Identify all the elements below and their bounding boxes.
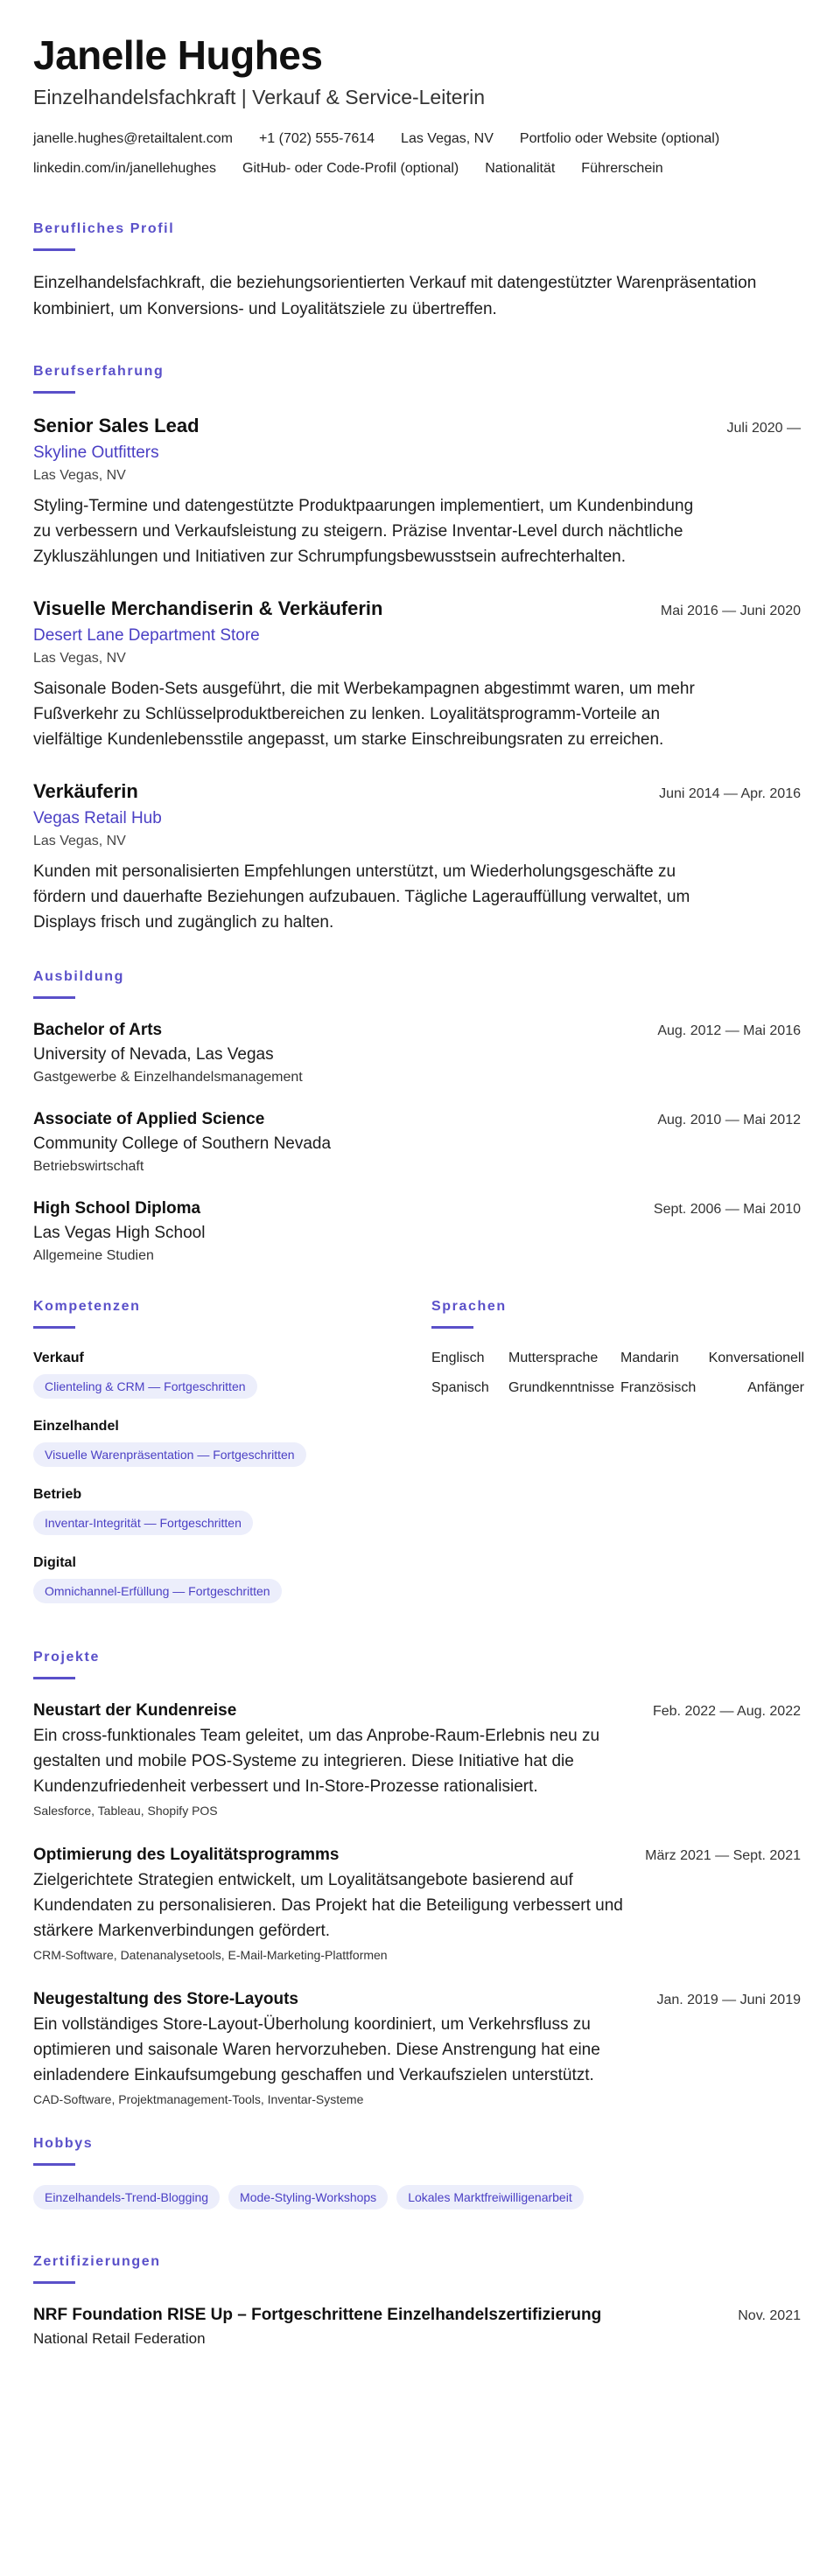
languages-section (431, 1296, 804, 1621)
section-divider (33, 1326, 75, 1329)
section-divider (33, 2281, 75, 2284)
skills-section (33, 1296, 431, 1621)
job-title: Verkäuferin (33, 780, 138, 802)
hobby-list (33, 2185, 801, 2209)
job-description: Kunden mit personalisierten Empfehlungen unterstützt, um Wiederholungsgeschäfte zu fördern und dauerhafte Beziehungen aufzubauen. Tägliche Lagerauffüllung verwaltet, um Displays frisch und zugänglich zu halten. (33, 862, 690, 932)
certification-issuer: National Retail Federation (33, 2330, 206, 2347)
linkedin-link[interactable]: linkedin.com/in/janellehughes (33, 161, 217, 176)
project-date: Feb. 2022 — Aug. 2022 (652, 1704, 801, 1719)
skills-languages-row (33, 1296, 804, 1621)
phone-text: +1 (702) 555-7614 (258, 131, 375, 146)
section-divider (431, 1326, 473, 1329)
language-level: Konversationell (708, 1351, 804, 1365)
section-title: Zertifizierungen (33, 2254, 161, 2269)
job-company: Vegas Retail Hub (33, 809, 162, 827)
job-title: Visuelle Merchandiserin & Verkäuferin (33, 597, 383, 619)
hobby-tag: Lokales Marktfreiwilligenarbeit (396, 2185, 584, 2209)
project-date: Jan. 2019 — Juni 2019 (656, 1993, 801, 2007)
skill-tag: Visuelle Warenpräsentation — Fortgeschritten (33, 1442, 306, 1467)
job-entry (33, 413, 801, 569)
section-divider (33, 2163, 75, 2166)
project-date: März 2021 — Sept. 2021 (645, 1848, 801, 1863)
experience-section (33, 361, 801, 935)
nationality-text: Nationalität (485, 161, 556, 176)
skill-group (33, 1416, 431, 1467)
certification-entry (33, 2303, 801, 2350)
education-date: Sept. 2006 — Mai 2010 (653, 1202, 801, 1217)
project-title: Neugestaltung des Store-Layouts (33, 1990, 298, 2008)
github-link[interactable]: GitHub- oder Code-Profil (optional) (242, 161, 459, 176)
section-title: Hobbys (33, 2136, 94, 2151)
language-pair (620, 1348, 804, 1369)
job-description: Styling-Termine und datengestützte Produktpaarungen implementiert, um Kundenbindung zu verbessern und Verkaufsleistung zu steigern. Präzise Inventar-Level durch nächtliche Zykluszählungen und Initiativen zur Schrumpfungsbewusstsein aufrechterhalten. (33, 497, 694, 566)
skill-category: Einzelhandel (33, 1419, 119, 1434)
languages-grid (431, 1348, 804, 1399)
project-entry (33, 1843, 801, 1965)
language-name: Englisch (431, 1351, 485, 1365)
skill-group (33, 1348, 431, 1399)
email-link[interactable]: janelle.hughes@retailtalent.com (33, 131, 233, 146)
job-date: Juli 2020 — (726, 421, 801, 436)
job-entry (33, 778, 801, 935)
job-company: Desert Lane Department Store (33, 626, 260, 645)
language-level: Grundkenntnisse (508, 1380, 614, 1395)
education-degree: Bachelor of Arts (33, 1021, 163, 1039)
job-entry (33, 596, 801, 752)
location-text: Las Vegas, NV (401, 131, 494, 146)
section-title: Projekte (33, 1650, 100, 1665)
project-title: Neustart der Kundenreise (33, 1701, 237, 1720)
skill-group (33, 1553, 431, 1603)
license-text: Führerschein (581, 161, 663, 176)
section-title: Sprachen (431, 1299, 507, 1314)
section-title: Berufliches Profil (33, 221, 175, 236)
language-name: Spanisch (431, 1380, 489, 1395)
contact-row-2 (33, 154, 801, 184)
education-field: Gastgewerbe & Einzelhandelsmanagement (33, 1070, 303, 1085)
hobby-tag: Mode-Styling-Workshops (228, 2185, 388, 2209)
job-date: Mai 2016 — Juni 2020 (660, 604, 801, 618)
language-name: Französisch (620, 1380, 697, 1395)
job-title: Senior Sales Lead (33, 415, 200, 436)
education-entry (33, 1197, 801, 1267)
projects-section (33, 1647, 801, 2109)
section-divider (33, 248, 75, 251)
job-company: Skyline Outfitters (33, 443, 159, 462)
project-tech: CAD-Software, Projektmanagement-Tools, Inventar-Systeme (33, 2092, 364, 2106)
job-description: Saisonale Boden-Sets ausgeführt, die mit Werbekampagnen abgestimmt waren, um mehr Fußverkehr zu Schlüsselproduktbereichen zu lenken. Loyalitätsprogramm-Vorteile an vielfältige Kundenlebensstile angepasst, um starke Einschreibungsraten zu erreichen. (33, 680, 695, 749)
education-date: Aug. 2010 — Mai 2012 (657, 1113, 801, 1127)
hobby-tag: Einzelhandels-Trend-Blogging (33, 2185, 220, 2209)
language-level: Anfänger (747, 1380, 804, 1395)
education-entry (33, 1107, 801, 1177)
education-school: University of Nevada, Las Vegas (33, 1045, 274, 1064)
language-pair (620, 1378, 804, 1399)
education-entry (33, 1018, 801, 1088)
contact-row-1 (33, 124, 801, 154)
skill-group (33, 1484, 431, 1535)
section-divider (33, 391, 75, 394)
candidate-headline: Einzelhandelsfachkraft | Verkauf & Service-Leiterin (33, 86, 486, 108)
project-description: Ein cross-funktionales Team geleitet, um das Anprobe-Raum-Erlebnis neu zu gestalten und mobile POS-Systeme zu integrieren. Diese Initiative hat die Kundenzufriedenheit verbessert und In-Store-Prozesse rationalisiert. (33, 1727, 600, 1796)
project-title: Optimierung des Loyalitätsprogramms (33, 1846, 340, 1864)
education-school: Community College of Southern Nevada (33, 1134, 332, 1153)
education-field: Betriebswirtschaft (33, 1159, 144, 1174)
profile-section (33, 219, 801, 323)
language-level: Muttersprache (508, 1351, 599, 1365)
section-title: Ausbildung (33, 969, 124, 984)
job-date: Juni 2014 — Apr. 2016 (659, 786, 801, 801)
project-description: Zielgerichtete Strategien entwickelt, um Loyalitätsangebote basierend auf Kundendaten zu personalisieren. Das Projekt hat die Beteiligung verbessert und stärkere Markenverbindungen gefördert. (33, 1871, 623, 1940)
certifications-section (33, 2251, 801, 2350)
candidate-name: Janelle Hughes (33, 32, 323, 78)
skill-category: Digital (33, 1555, 76, 1570)
skill-tag: Inventar-Integrität — Fortgeschritten (33, 1511, 253, 1535)
skill-category: Betrieb (33, 1487, 82, 1502)
section-title: Kompetenzen (33, 1299, 141, 1314)
profile-summary: Einzelhandelsfachkraft, die beziehungsorientierten Verkauf mit datengestützter Warenpräsentation kombiniert, um Konversions- und Loyalitätsziele zu übertreffen. (33, 274, 757, 318)
certification-title: NRF Foundation RISE Up – Fortgeschrittene Einzelhandelszertifizierung (33, 2306, 602, 2324)
education-degree: High School Diploma (33, 1199, 201, 1218)
contact-info (33, 124, 801, 184)
education-date: Aug. 2012 — Mai 2016 (657, 1023, 801, 1038)
hobbies-section (33, 2133, 801, 2209)
skill-category: Verkauf (33, 1351, 84, 1365)
education-section (33, 967, 801, 1267)
project-tech: Salesforce, Tableau, Shopify POS (33, 1804, 218, 1818)
skill-tag: Omnichannel-Erfüllung — Fortgeschritten (33, 1579, 282, 1603)
education-field: Allgemeine Studien (33, 1248, 154, 1263)
certification-date: Nov. 2021 (738, 2308, 801, 2323)
job-location: Las Vegas, NV (33, 468, 126, 483)
project-tech: CRM-Software, Datenanalysetools, E-Mail-Marketing-Plattformen (33, 1948, 388, 1962)
education-school: Las Vegas High School (33, 1224, 206, 1242)
section-title: Berufserfahrung (33, 364, 165, 379)
section-divider (33, 1677, 75, 1679)
section-divider (33, 996, 75, 999)
portfolio-link[interactable]: Portfolio oder Website (optional) (519, 131, 720, 146)
skill-tag: Clienteling & CRM — Fortgeschritten (33, 1374, 257, 1399)
job-location: Las Vegas, NV (33, 651, 126, 666)
project-entry (33, 1987, 801, 2109)
project-entry (33, 1699, 801, 1820)
job-location: Las Vegas, NV (33, 834, 126, 848)
project-description: Ein vollständiges Store-Layout-Überholung koordiniert, um Verkehrsfluss zu optimieren und saisonale Waren hervorzuheben. Diese Anstrengung hat eine einladendere Einkaufsumgebung geschaffen und Verkaufszielen unterstützt. (33, 2015, 600, 2084)
education-degree: Associate of Applied Science (33, 1110, 265, 1128)
language-name: Mandarin (620, 1351, 679, 1365)
